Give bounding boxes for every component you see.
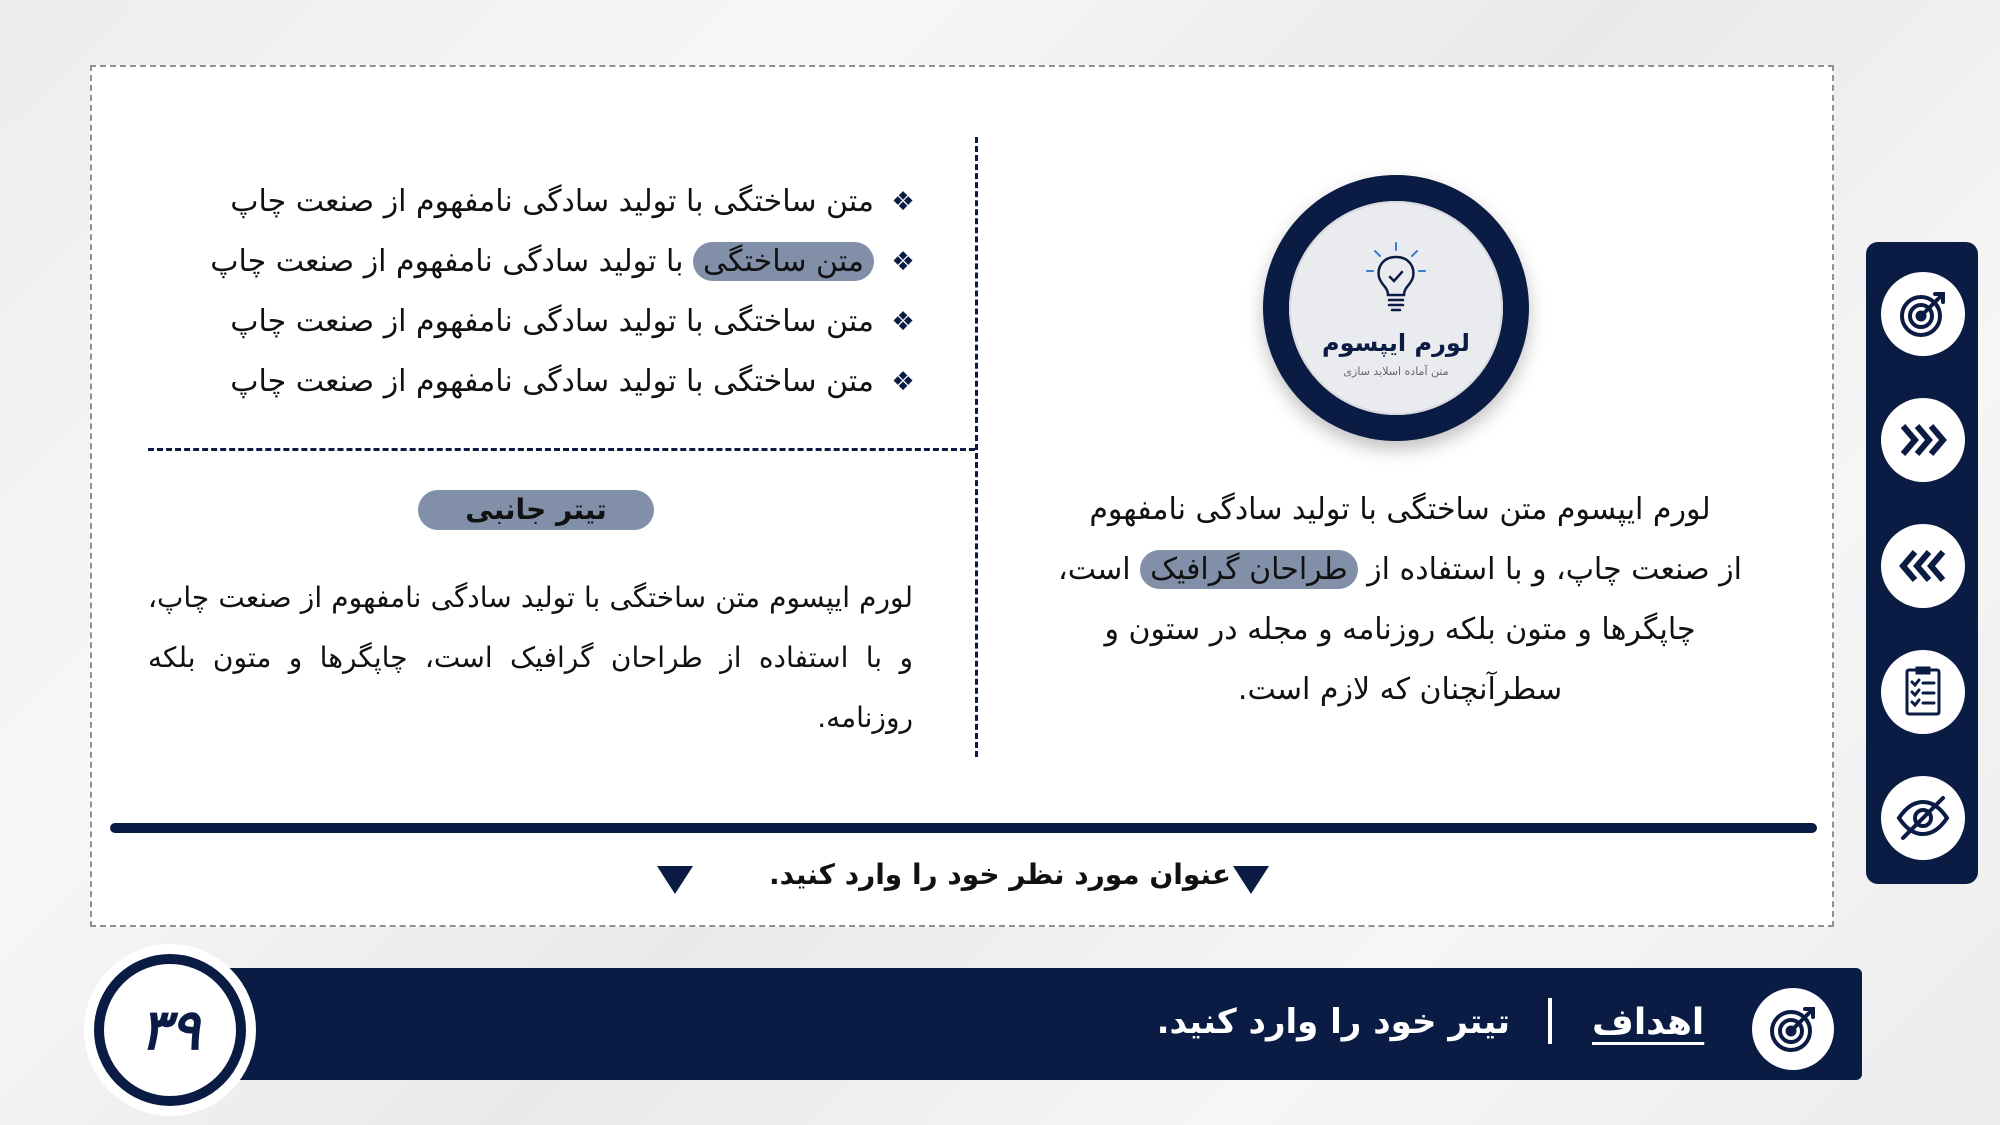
main-paragraph-text: از صنعت چاپ، و با استفاده از (1357, 552, 1742, 587)
page-number-ring (94, 954, 246, 1106)
bullet-text-start: متن ساختگی (713, 364, 874, 399)
side-paragraph: لورم ایپسوم متن ساختگی با تولید سادگی نامفهوم از صنعت چاپ، و با استفاده از طراحان گرافیک است، چاپگرها و متون بلکه روزنامه. (148, 581, 913, 734)
main-paragraph (1040, 480, 1760, 720)
bullet-item (150, 292, 920, 352)
lightbulb-icon (1361, 237, 1431, 317)
sidebar-prev-button[interactable] (1881, 524, 1965, 608)
sidebar-next-button[interactable] (1881, 398, 1965, 482)
main-paragraph-line: سطرآنچنان که لازم است. (1237, 672, 1563, 707)
bullet-text-end: با تولید سادگی نامفهوم از صنعت چاپ (230, 184, 714, 219)
footer-title: تیتر خود را وارد کنید. (1156, 1002, 1510, 1042)
bullet-text-end: با تولید سادگی نامفهوم از صنعت چاپ (230, 304, 714, 339)
main-paragraph-highlight: طراحان گرافیک (1140, 550, 1357, 589)
side-title-pill: تیتر جانبی (418, 490, 654, 530)
horizontal-divider (148, 448, 975, 451)
main-paragraph-text: است، (1058, 552, 1141, 587)
bullet-item (150, 232, 920, 292)
section-rule (110, 823, 1817, 833)
checklist-icon (1895, 664, 1951, 720)
logo-inner-circle (1289, 201, 1503, 415)
logo-badge (1263, 175, 1529, 441)
bullet-text-end: با تولید سادگی نامفهوم از صنعت چاپ (230, 364, 714, 399)
bullet-item (150, 172, 920, 232)
bullet-text (210, 236, 874, 288)
main-paragraph-line: چاپگرها و متون بلکه روزنامه و مجله در ستون و (1104, 612, 1696, 647)
bullet-text-highlight: متن ساختگی (693, 242, 874, 281)
page-number: ۳۹ (139, 997, 201, 1063)
chevrons-left-icon (1895, 538, 1951, 594)
sidebar-nav (1866, 242, 1978, 884)
bullet-text (230, 296, 874, 348)
vertical-divider (975, 137, 978, 757)
sidebar-hide-button[interactable] (1881, 776, 1965, 860)
logo-subtitle: متن آماده اسلاید سازی (1343, 365, 1449, 378)
bullet-diamond-icon: ❖ (891, 247, 915, 277)
target-icon (1895, 286, 1951, 342)
bullet-text-end: با تولید سادگی نامفهوم از صنعت چاپ (210, 244, 694, 279)
bullet-text-start: متن ساختگی (713, 184, 874, 219)
page-number-badge (84, 944, 256, 1116)
chevrons-right-icon (1895, 412, 1951, 468)
bullet-item (150, 352, 920, 412)
bullet-diamond-icon: ❖ (891, 187, 915, 217)
target-icon (1765, 1001, 1821, 1057)
sidebar-target-button[interactable] (1881, 272, 1965, 356)
footer-heading-link[interactable]: اهداف (1592, 1002, 1705, 1043)
logo-title: لورم ایپسوم (1322, 329, 1470, 357)
bullet-list (150, 172, 920, 412)
eye-off-icon (1895, 790, 1951, 846)
bullet-text (230, 356, 874, 408)
caption-text: عنوان مورد نظر خود را وارد کنید. (769, 858, 1231, 891)
bullet-text (230, 176, 874, 228)
bullet-text-start: متن ساختگی (713, 304, 874, 339)
bullet-diamond-icon: ❖ (891, 367, 915, 397)
bullet-diamond-icon: ❖ (891, 307, 915, 337)
main-paragraph-line: لورم ایپسوم متن ساختگی با تولید سادگی نامفهوم (1089, 492, 1711, 527)
sidebar-checklist-button[interactable] (1881, 650, 1965, 734)
footer-target-badge (1752, 988, 1834, 1070)
main-paragraph-line (1040, 540, 1760, 600)
triangle-down-icon (657, 866, 693, 894)
footer-separator (1548, 998, 1552, 1044)
